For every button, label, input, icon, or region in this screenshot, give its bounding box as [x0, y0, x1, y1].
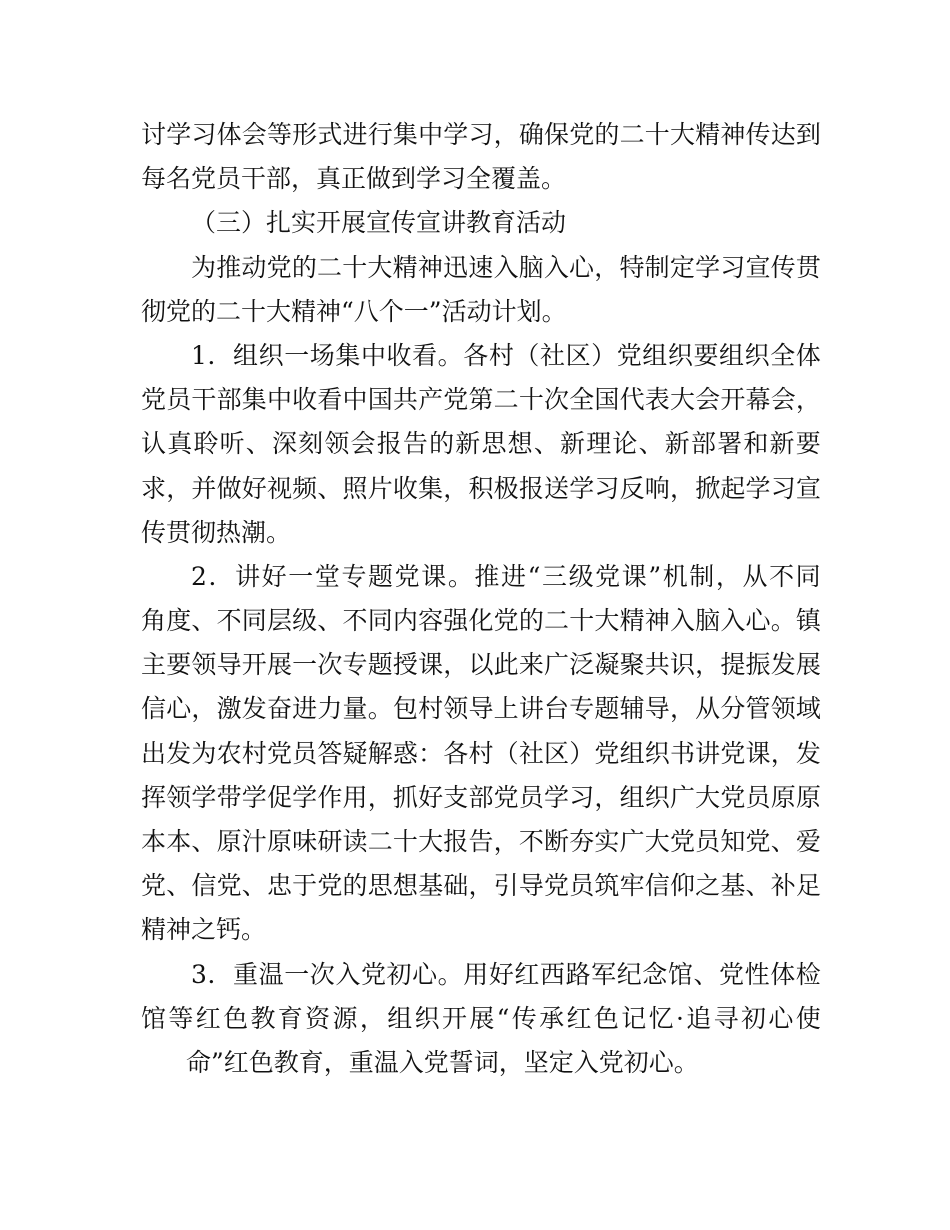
document-body — [141, 113, 821, 1085]
text-line: 党 员 干 部 集 中 收 看 中 国 共 产 党 第 二 十 次 全 国 代 表 大 会 开 幕 会 ， — [141, 385, 821, 415]
text-line: 彻党的二十大精神“八个一”活动计划。 — [141, 296, 567, 326]
text-line: 3 ． 重 温 一 次 入 党 初 心 。 用 好 红 西 路 军 纪 念 馆 、 党 性 体 检 — [191, 959, 821, 989]
text-line: 馆 等 红 色 教 育 资 源 ， 组 织 开 展 “ 传 承 红 色 记 忆 · 追 寻 初 心 使 — [141, 1003, 821, 1033]
text-line: 信 心 ， 激 发 奋 进 力 量 。 包 村 领 导 上 讲 台 专 题 辅 导 ， 从 分 管 领 域 — [141, 694, 821, 724]
text-line: 命”红色教育，重温入党誓词，坚定入党初心。 — [186, 1047, 699, 1077]
text-line: 求 ， 并 做 好 视 频 、 照 片 收 集 ， 积 极 报 送 学 习 反 响 ， 掀 起 学 习 宣 — [141, 473, 821, 503]
text-line: 精神之钙。 — [141, 915, 267, 945]
text-line: 主 要 领 导 开 展 一 次 专 题 授 课 ， 以 此 来 广 泛 凝 聚 共 识 ， 提 振 发 展 — [141, 650, 821, 680]
text-line: 角 度 、 不 同 层 级 、 不 同 内 容 强 化 党 的 二 十 大 精 神 入 脑 入 心 。 镇 — [141, 606, 821, 636]
text-line: 认 真 聆 听 、 深 刻 领 会 报 告 的 新 思 想 、 新 理 论 、 新 部 署 和 新 要 — [141, 429, 821, 459]
text-line: 党 、 信 党 、 忠 于 党 的 思 想 基 础 ， 引 导 党 员 筑 牢 信 仰 之 基 、 补 足 — [141, 871, 821, 901]
text-line: 传贯彻热潮。 — [141, 517, 292, 547]
text-line: 1 ． 组 织 一 场 集 中 收 看 。 各 村 （ 社 区 ） 党 组 织 要 组 织 全 体 — [191, 340, 821, 370]
text-line: 挥 领 学 带 学 促 学 作 用 ， 抓 好 支 部 党 员 学 习 ， 组 织 广 大 党 员 原 原 — [141, 782, 821, 812]
text-line: （三）扎实开展宣传宣讲教育活动 — [191, 208, 567, 238]
text-line: 本 本 、 原 汁 原 味 研 读 二 十 大 报 告 ， 不 断 夯 实 广 大 党 员 知 党 、 爱 — [141, 827, 821, 856]
text-line: 每名党员干部，真正做到学习全覆盖。 — [141, 164, 567, 194]
text-line: 讨 学 习 体 会 等 形 式 进 行 集 中 学 习 ， 确 保 党 的 二 十 大 精 神 传 达 到 — [141, 120, 821, 149]
text-line: 为 推 动 党 的 二 十 大 精 神 迅 速 入 脑 入 心 ， 特 制 定 学 习 宣 传 贯 — [191, 252, 821, 282]
text-line: 出 发 为 农 村 党 员 答 疑 解 惑 ： 各 村 （ 社 区 ） 党 组 织 书 讲 党 课 ， 发 — [141, 738, 821, 768]
text-line: 2 ． 讲 好 一 堂 专 题 党 课 。 推 进 “ 三 级 党 课 ” 机 制 ， 从 不 同 — [191, 561, 821, 591]
